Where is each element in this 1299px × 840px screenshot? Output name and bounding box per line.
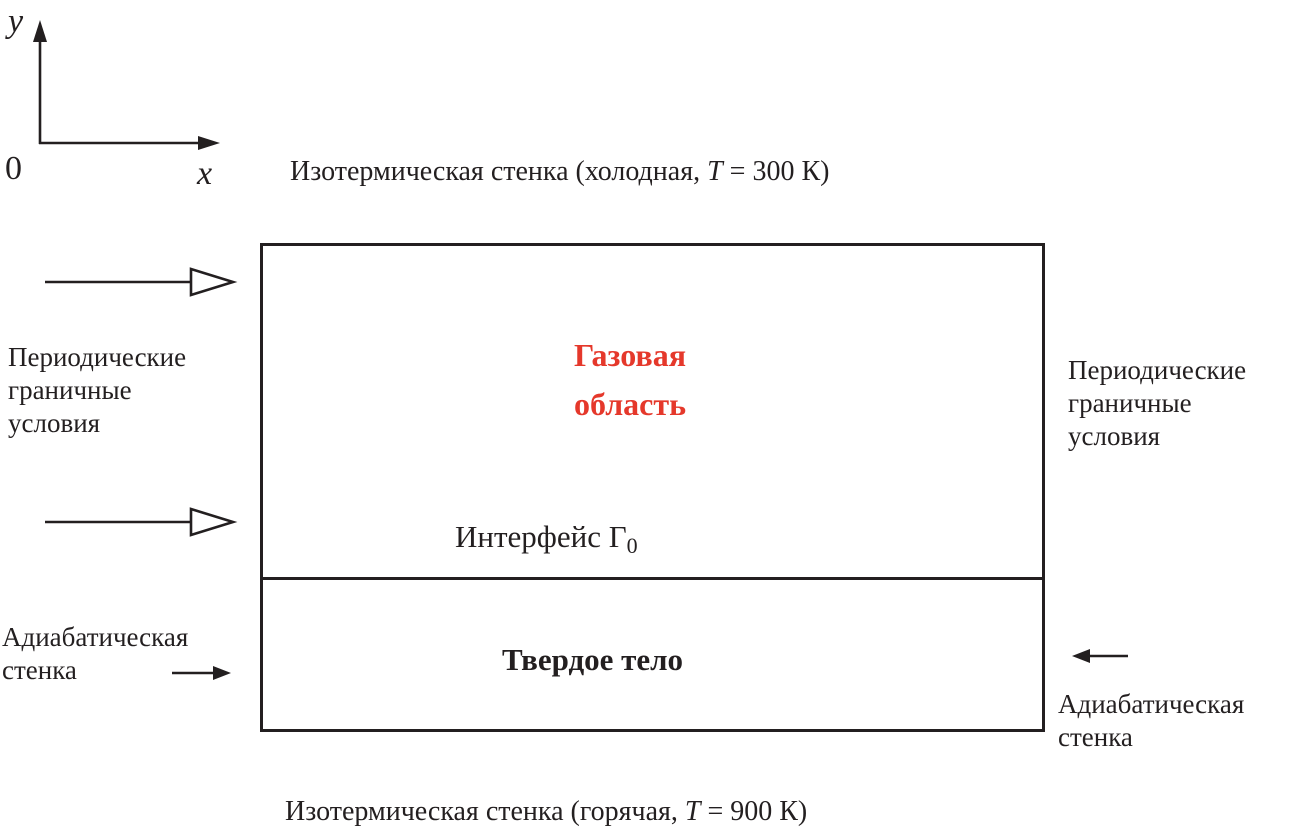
solid-region-label: Твердое тело: [502, 642, 684, 677]
gas-region-line1: Газовая: [573, 337, 686, 373]
adiabatic-right-line1: Адиабатическая: [1058, 689, 1245, 719]
bottom-wall-temp-value: = 900 К): [700, 796, 808, 827]
y-axis-label: y: [8, 3, 24, 40]
interface-subscript: 0: [626, 533, 638, 558]
adiabatic-left-label: [2, 621, 188, 687]
flow-arrow-middle-icon: [45, 509, 233, 535]
coordinate-axes-icon: [33, 20, 220, 150]
bottom-wall-text: Изотермическая стенка (горячая,: [285, 796, 685, 827]
interface-label: [455, 517, 638, 557]
x-axis-label: x: [197, 155, 213, 192]
adiabatic-right-arrow-icon: [1072, 649, 1128, 663]
periodic-right-label: [1068, 354, 1246, 453]
adiabatic-right-label: [1058, 688, 1244, 754]
periodic-right-line1: Периодические: [1068, 355, 1247, 385]
flow-arrow-top-icon: [45, 269, 233, 295]
origin-label: 0: [5, 150, 22, 187]
periodic-left-line2: граничные: [8, 375, 132, 405]
gas-region-label: [460, 331, 800, 429]
periodic-right-line2: граничные: [1068, 388, 1192, 418]
interface-line: [260, 577, 1045, 580]
interface-text: Интерфейс Γ: [455, 519, 627, 554]
gas-region-line2: область: [574, 386, 686, 422]
top-wall-label: [290, 155, 829, 188]
periodic-right-line3: условия: [1068, 421, 1161, 451]
adiabatic-left-line1: Адиабатическая: [2, 622, 189, 652]
periodic-left-label: [8, 341, 186, 440]
bottom-wall-temp-symbol: T: [684, 796, 701, 827]
periodic-left-line1: Периодические: [8, 342, 187, 372]
top-wall-text: Изотермическая стенка (холодная,: [290, 156, 708, 187]
y-axis-arrowhead-icon: [33, 20, 47, 42]
adiabatic-left-line2: стенка: [2, 655, 77, 685]
adiabatic-right-line2: стенка: [1058, 722, 1133, 752]
x-axis-arrowhead-icon: [198, 136, 220, 150]
bottom-wall-label: [285, 795, 807, 828]
top-wall-temp-symbol: T: [707, 156, 723, 187]
periodic-left-line3: условия: [8, 408, 101, 438]
top-wall-temp-value: = 300 К): [722, 156, 830, 187]
